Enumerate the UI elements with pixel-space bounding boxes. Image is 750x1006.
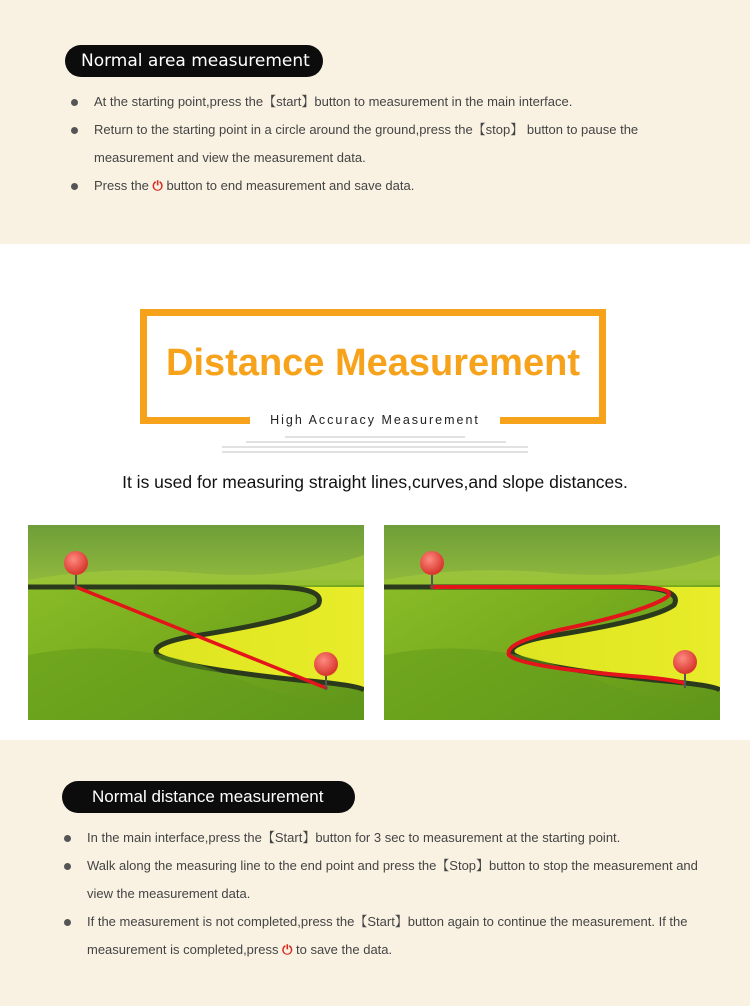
decorative-dots xyxy=(285,436,465,438)
decorative-dots xyxy=(222,446,528,448)
list-item: Return to the starting point in a circle around the ground,press the【stop】 button to pause the measurement and view the measurement data. xyxy=(71,116,691,172)
decorative-dots xyxy=(246,441,506,443)
list-item: If the measurement is not completed,press the【Start】button again to continue the measurement. If the measurement is completed,press ⏻ to save the data. xyxy=(64,908,704,964)
curve-measurement-photo xyxy=(384,525,720,720)
list-item: Walk along the measuring line to the end point and press the【Stop】button to stop the measurement and view the measurement data. xyxy=(64,852,704,908)
distance-instructions-list xyxy=(64,824,704,964)
power-icon: ⏻ xyxy=(152,178,163,193)
list-item: Press the ⏻ button to end measurement and save data. xyxy=(71,172,691,200)
list-item: At the starting point,press the【start】button to measurement in the main interface. xyxy=(71,88,691,116)
straight-line-measurement-photo xyxy=(28,525,364,720)
decorative-dots xyxy=(222,451,528,453)
distance-section-title: Normal distance measurement xyxy=(62,781,355,813)
area-instructions-list xyxy=(71,88,691,200)
power-icon: ⏻ xyxy=(282,942,293,957)
description-text: It is used for measuring straight lines,curves,and slope distances. xyxy=(122,472,628,492)
page-subtitle: High Accuracy Measurement xyxy=(270,413,480,427)
page-title: Distance Measurement xyxy=(166,342,580,384)
area-section-title: Normal area measurement xyxy=(65,45,323,77)
list-item: In the main interface,press the【Start】button for 3 sec to measurement at the starting point. xyxy=(64,824,704,852)
